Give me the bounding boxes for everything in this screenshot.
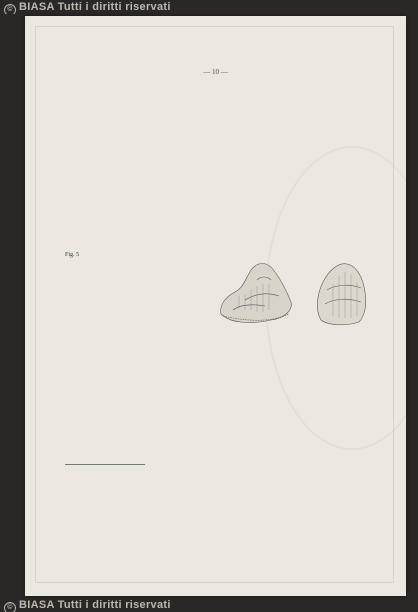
text-block-3 xyxy=(65,272,381,394)
watermark-top xyxy=(0,0,418,14)
page-number: — 10 — xyxy=(203,68,228,76)
section-divider xyxy=(65,464,145,465)
footnote xyxy=(65,528,381,554)
document-page xyxy=(25,16,406,596)
text-block-4 xyxy=(65,478,381,524)
watermark-top-text: BIASA Tutti i diritti riservati xyxy=(19,1,171,13)
copyright-icon: © xyxy=(4,602,16,612)
text-block-2 xyxy=(65,130,381,250)
copyright-icon: © xyxy=(4,4,16,14)
watermark-bottom-text: BIASA Tutti i diritti riservati xyxy=(19,599,171,611)
watermark-bottom xyxy=(0,598,418,612)
figure-sidenote: Fig. 5 xyxy=(65,252,80,258)
text-block-1 xyxy=(65,82,381,122)
